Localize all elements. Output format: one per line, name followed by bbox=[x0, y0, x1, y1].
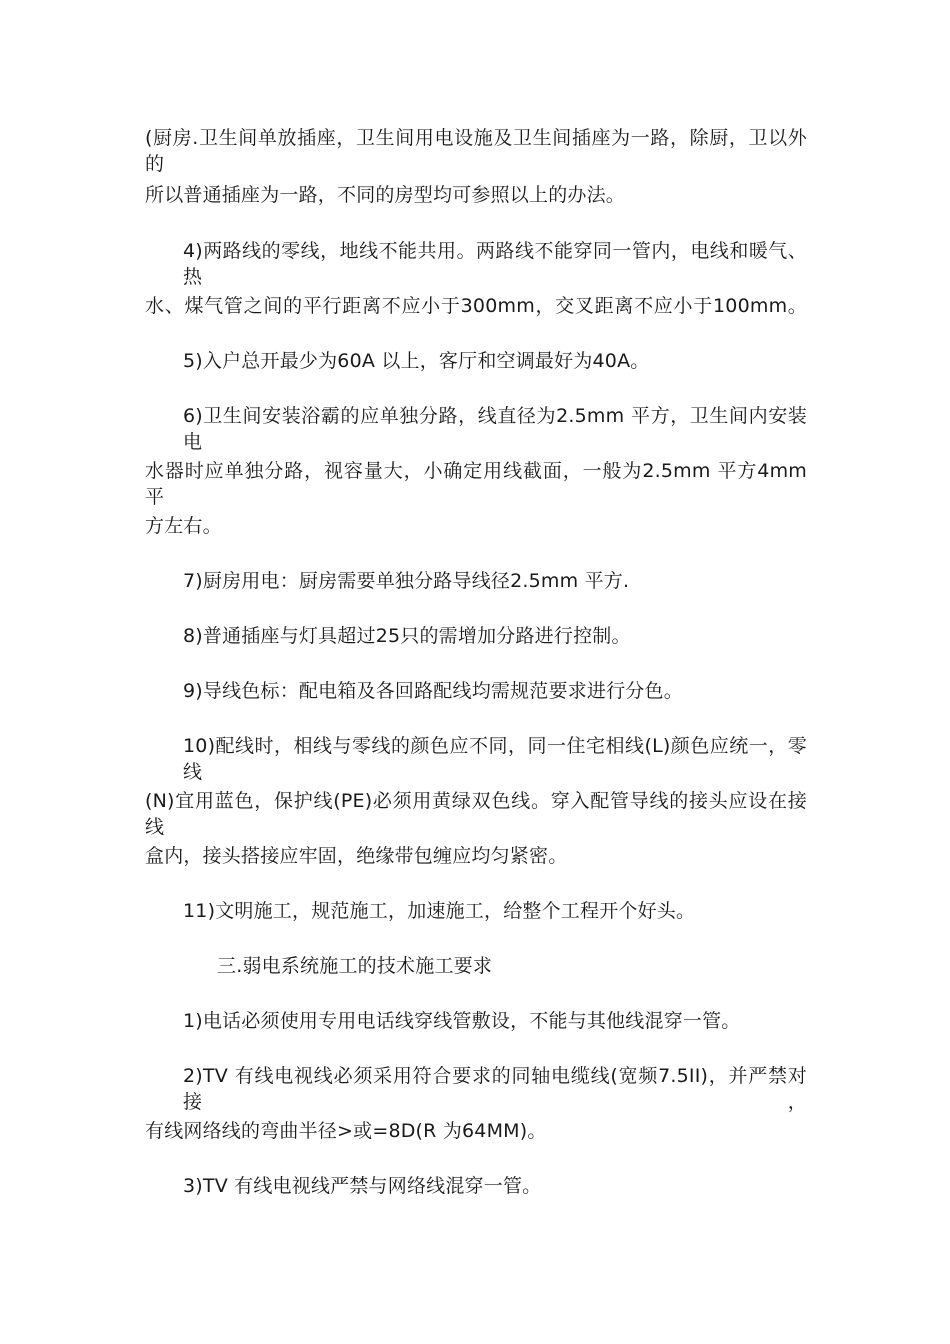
text-line: 10)配线时，相线与零线的颜色应不同，同一住宅相线(L)颜色应统一，零线 bbox=[183, 735, 807, 783]
text-line: 3)TV 有线电视线严禁与网络线混穿一管。 bbox=[183, 1175, 542, 1197]
text-line: 方左右。 bbox=[145, 515, 222, 537]
text-line: 有线网络线的弯曲半径>或=8D(R 为64MM)。 bbox=[145, 1120, 547, 1142]
text-line: (N)宜用蓝色，保护线(PE)必须用黄绿双色线。穿入配管导线的接头应设在接线 bbox=[145, 790, 807, 838]
text-line: 2)TV 有线电视线必须采用符合要求的同轴电缆线(宽频7.5II)，并严禁对接， bbox=[183, 1065, 807, 1113]
text-line: 5)入户总开最少为60A 以上，客厅和空调最好为40A。 bbox=[183, 350, 650, 372]
text-line: 盒内，接头搭接应牢固，绝缘带包缠应均匀紧密。 bbox=[145, 845, 568, 867]
text-line: 11)文明施工，规范施工，加速施工，给整个工程开个好头。 bbox=[183, 900, 696, 922]
text-line: 6)卫生间安装浴霸的应单独分路，线直径为2.5mm 平方，卫生间内安装电 bbox=[183, 405, 807, 453]
section-heading: 三.弱电系统施工的技术施工要求 bbox=[217, 955, 493, 977]
text-line: 7)厨房用电：厨房需要单独分路导线径2.5mm 平方. bbox=[183, 570, 630, 592]
text-line: 水、煤气管之间的平行距离不应小于300mm，交叉距离不应小于100mm。 bbox=[145, 295, 807, 317]
text-line: 8)普通插座与灯具超过25只的需增加分路进行控制。 bbox=[183, 625, 631, 647]
text-line: 水器时应单独分路，视容量大，小确定用线截面，一般为2.5mm 平方4mm 平 bbox=[145, 460, 807, 508]
text-line: 所以普通插座为一路，不同的房型均可参照以上的办法。 bbox=[145, 184, 626, 206]
text-line: 4)两路线的零线，地线不能共用。两路线不能穿同一管内，电线和暖气、热 bbox=[183, 240, 807, 288]
text-line: 1)电话必须使用专用电话线穿线管敷设，不能与其他线混穿一管。 bbox=[183, 1010, 741, 1032]
text-line: (厨房.卫生间单放插座，卫生间用电设施及卫生间插座为一路，除厨，卫以外的 bbox=[145, 127, 807, 175]
text-line: 9)导线色标：配电箱及各回路配线均需规范要求进行分色。 bbox=[183, 680, 683, 702]
